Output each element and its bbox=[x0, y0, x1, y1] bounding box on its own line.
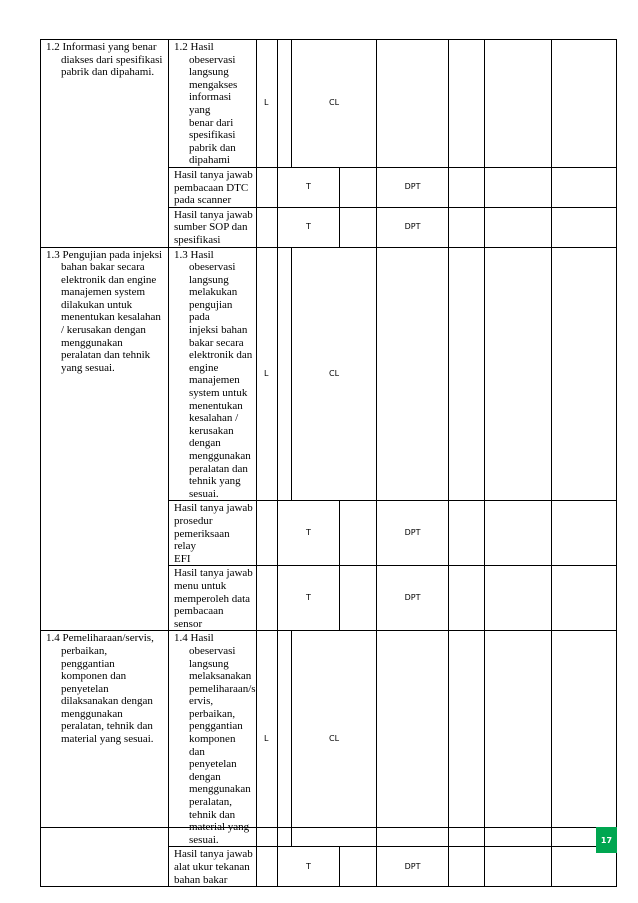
empty-cell bbox=[257, 167, 278, 207]
evidence-type-cell: T bbox=[278, 207, 340, 247]
assessment-table bbox=[40, 39, 617, 887]
evidence-text: Hasil tanya jawab pembacaan DTC pada scanner bbox=[174, 168, 253, 207]
evidence-type-cell: T bbox=[278, 167, 340, 207]
empty-cell bbox=[278, 40, 292, 168]
empty-cell bbox=[340, 847, 377, 887]
empty-cell bbox=[340, 501, 377, 566]
evidence-cell bbox=[169, 631, 257, 847]
empty-cell bbox=[340, 167, 377, 207]
page-number-badge: 17 bbox=[596, 827, 617, 853]
empty-cell bbox=[485, 566, 552, 631]
criteria-cell bbox=[41, 40, 169, 248]
evidence-text: 1.2 Hasil obeservasi langsung mengakses informasi yang benar dari spesifikasi pabrik dan dipahami bbox=[174, 41, 238, 167]
table-row bbox=[41, 631, 617, 847]
method-cell: CL bbox=[292, 40, 377, 168]
evidence-text: Hasil tanya jawab menu untuk memperoleh data pembacaan sensor bbox=[174, 567, 253, 630]
evidence-type-cell: L bbox=[257, 40, 278, 168]
evidence-type-cell: T bbox=[278, 501, 340, 566]
evidence-text: Hasil tanya jawab alat ukur tekanan bahan bakar bbox=[174, 848, 253, 886]
empty-cell bbox=[449, 847, 485, 887]
empty-cell bbox=[257, 566, 278, 631]
empty-cell bbox=[552, 501, 617, 566]
empty-cell bbox=[485, 631, 552, 847]
method-cell: CL bbox=[292, 631, 377, 847]
empty-cell bbox=[552, 167, 617, 207]
footer-divider bbox=[40, 827, 616, 828]
empty-cell bbox=[449, 566, 485, 631]
empty-cell bbox=[552, 40, 617, 168]
empty-cell bbox=[449, 167, 485, 207]
empty-cell bbox=[449, 501, 485, 566]
empty-cell bbox=[449, 247, 485, 501]
empty-cell bbox=[485, 847, 552, 887]
method-cell: CL bbox=[292, 247, 377, 501]
empty-cell bbox=[485, 207, 552, 247]
empty-cell bbox=[377, 247, 449, 501]
empty-cell bbox=[278, 631, 292, 847]
evidence-cell bbox=[169, 847, 257, 887]
empty-cell bbox=[485, 247, 552, 501]
empty-cell bbox=[377, 40, 449, 168]
evidence-text: 1.4 Hasil obeservasi langsung melaksanakan pemeliharaan/s ervis, perbaikan, penggantian komponen dan penyetelan dengan menggunakan peralatan, tehnik dan material yang sesuai. bbox=[174, 632, 256, 846]
empty-cell bbox=[257, 207, 278, 247]
method-cell: DPT bbox=[377, 566, 449, 631]
evidence-type-cell: T bbox=[278, 847, 340, 887]
method-cell: DPT bbox=[377, 501, 449, 566]
empty-cell bbox=[377, 631, 449, 847]
method-cell: DPT bbox=[377, 167, 449, 207]
criteria-text: 1.2 Informasi yang benar diakses dari spesifikasi pabrik dan dipahami. bbox=[46, 41, 163, 79]
empty-cell bbox=[449, 631, 485, 847]
evidence-text: Hasil tanya jawab prosedur pemeriksaan relay EFI bbox=[174, 502, 253, 565]
empty-cell bbox=[485, 167, 552, 207]
evidence-text: Hasil tanya jawab sumber SOP dan spesifikasi bbox=[174, 208, 253, 246]
empty-cell bbox=[485, 501, 552, 566]
evidence-type-cell: L bbox=[257, 247, 278, 501]
evidence-cell bbox=[169, 247, 257, 501]
criteria-cell bbox=[41, 247, 169, 631]
empty-cell bbox=[340, 566, 377, 631]
empty-cell bbox=[485, 40, 552, 168]
empty-cell bbox=[257, 501, 278, 566]
evidence-type-cell: T bbox=[278, 566, 340, 631]
evidence-cell bbox=[169, 207, 257, 247]
table-row bbox=[41, 40, 617, 168]
evidence-cell bbox=[169, 501, 257, 566]
empty-cell bbox=[552, 247, 617, 501]
empty-cell bbox=[449, 40, 485, 168]
evidence-cell bbox=[169, 566, 257, 631]
empty-cell bbox=[278, 247, 292, 501]
empty-cell bbox=[552, 566, 617, 631]
empty-cell bbox=[340, 207, 377, 247]
method-cell: DPT bbox=[377, 207, 449, 247]
evidence-cell bbox=[169, 167, 257, 207]
criteria-cell bbox=[41, 631, 169, 887]
empty-cell bbox=[552, 207, 617, 247]
evidence-type-cell: L bbox=[257, 631, 278, 847]
evidence-text: 1.3 Hasil obeservasi langsung melakukan pengujian pada injeksi bahan bakar secara elektronik dan engine manajemen system untuk menentukan kesalahan / kerusakan dengan menggunakan peralatan dan tehnik yang sesuai. bbox=[174, 248, 253, 500]
empty-cell bbox=[257, 847, 278, 887]
criteria-text: 1.3 Pengujian pada injeksi bahan bakar secara elektronik dan engine manajemen system dilakukan untuk menentukan kesalahan / kerusakan dengan menggunakan peralatan dan tehnik yang sesuai. bbox=[46, 248, 163, 374]
criteria-text: 1.4 Pemeliharaan/servis, perbaikan, penggantian komponen dan penyetelan dilaksanakan dengan menggunakan peralatan, tehnik dan material yang sesuai. bbox=[46, 632, 154, 746]
evidence-cell bbox=[169, 40, 257, 168]
method-cell: DPT bbox=[377, 847, 449, 887]
table-row bbox=[41, 247, 617, 501]
empty-cell bbox=[449, 207, 485, 247]
empty-cell bbox=[552, 631, 617, 847]
